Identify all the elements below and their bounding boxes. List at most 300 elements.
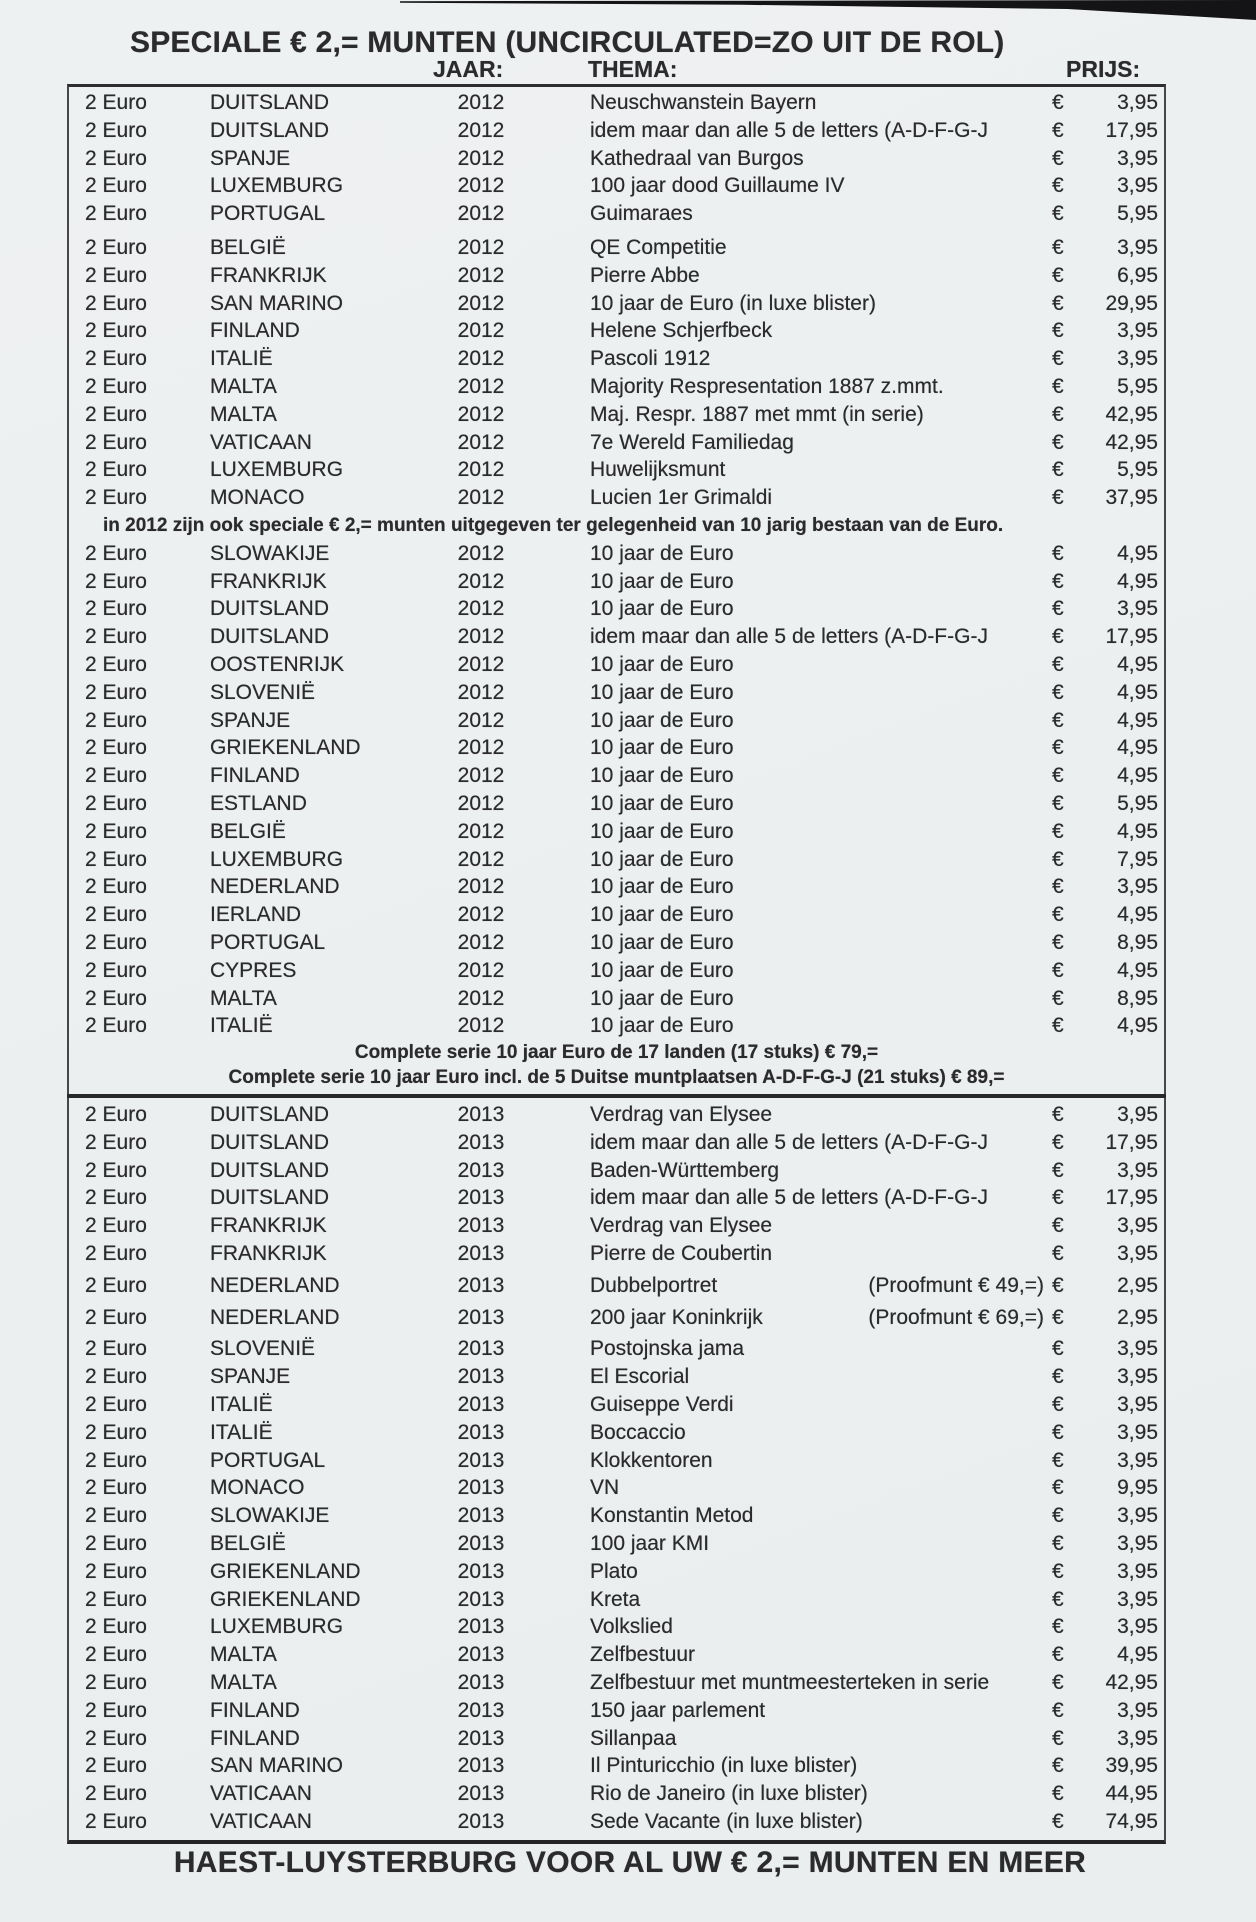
price-cell: 3,95 bbox=[1117, 174, 1158, 198]
denomination-cell: 2 Euro bbox=[85, 875, 147, 899]
currency-symbol: € bbox=[1052, 847, 1064, 871]
theme-cell bbox=[590, 1808, 1044, 1836]
country-cell: FINLAND bbox=[210, 764, 300, 788]
price-cell: 2,95 bbox=[1117, 1305, 1158, 1329]
currency-symbol: € bbox=[1052, 118, 1064, 142]
denomination-cell: 2 Euro bbox=[85, 597, 147, 621]
year-cell: 2012 bbox=[457, 118, 505, 142]
table-row bbox=[69, 568, 1164, 596]
theme-cell bbox=[590, 734, 1044, 762]
country-cell: VATICAAN bbox=[210, 1782, 312, 1806]
denomination-cell: 2 Euro bbox=[85, 91, 147, 114]
table-row bbox=[69, 1129, 1164, 1157]
year-cell: 2012 bbox=[457, 1014, 505, 1038]
table-row bbox=[69, 734, 1164, 762]
theme-text: Postojnska jama bbox=[590, 1337, 745, 1361]
country-cell: DUITSLAND bbox=[210, 118, 330, 142]
year-cell: 2012 bbox=[457, 291, 505, 315]
currency-symbol: € bbox=[1052, 652, 1064, 676]
table-row bbox=[69, 873, 1164, 901]
currency-symbol: € bbox=[1052, 1014, 1064, 1038]
price-cell: 4,95 bbox=[1117, 764, 1158, 788]
theme-cell bbox=[590, 373, 1044, 401]
year-cell: 2012 bbox=[457, 202, 505, 226]
table-row bbox=[69, 762, 1164, 790]
country-cell: MALTA bbox=[210, 402, 277, 426]
year-cell: 2012 bbox=[457, 263, 505, 287]
country-cell: ITALIË bbox=[210, 1393, 273, 1417]
theme-cell bbox=[590, 1669, 1044, 1697]
country-cell: ESTLAND bbox=[210, 791, 307, 815]
table-row bbox=[69, 262, 1164, 290]
price-cell: 42,95 bbox=[1105, 1671, 1158, 1695]
theme-cell bbox=[590, 456, 1044, 484]
price-cell: 3,95 bbox=[1117, 1726, 1158, 1750]
year-cell: 2013 bbox=[457, 1587, 505, 1611]
year-cell: 2012 bbox=[457, 347, 505, 371]
currency-symbol: € bbox=[1052, 1158, 1064, 1182]
denomination-cell: 2 Euro bbox=[85, 930, 147, 954]
country-cell: MALTA bbox=[210, 1643, 277, 1667]
table-row bbox=[69, 1530, 1164, 1558]
table-row bbox=[69, 1335, 1164, 1363]
table-row bbox=[69, 172, 1164, 200]
year-cell: 2013 bbox=[457, 1671, 505, 1695]
table-row bbox=[69, 1101, 1164, 1129]
theme-text: Dubbelportret bbox=[590, 1273, 718, 1297]
price-cell: 3,95 bbox=[1117, 235, 1158, 259]
theme-text: 200 jaar Koninkrijk bbox=[590, 1305, 763, 1329]
theme-text: Volkslied bbox=[590, 1615, 673, 1639]
table-row bbox=[69, 117, 1164, 145]
column-header-thema: THEMA: bbox=[588, 56, 678, 82]
currency-symbol: € bbox=[1052, 1810, 1064, 1834]
currency-symbol: € bbox=[1052, 174, 1064, 198]
price-cell: 3,95 bbox=[1117, 1698, 1158, 1722]
scan-artifact bbox=[400, 0, 1256, 20]
currency-symbol: € bbox=[1052, 1726, 1064, 1750]
country-cell: FINLAND bbox=[210, 1726, 300, 1750]
theme-cell bbox=[590, 568, 1044, 596]
year-cell: 2012 bbox=[457, 791, 505, 815]
denomination-cell: 2 Euro bbox=[85, 1532, 147, 1556]
year-cell: 2013 bbox=[457, 1273, 505, 1297]
theme-cell bbox=[590, 1101, 1044, 1129]
country-cell: PORTUGAL bbox=[210, 1448, 326, 1472]
table-row bbox=[69, 1697, 1164, 1725]
theme-text: 10 jaar de Euro bbox=[590, 680, 734, 704]
theme-cell bbox=[590, 623, 1044, 651]
price-cell: 4,95 bbox=[1117, 652, 1158, 676]
theme-text: 150 jaar parlement bbox=[590, 1698, 766, 1722]
country-cell: SAN MARINO bbox=[210, 1754, 344, 1778]
theme-text: 10 jaar de Euro bbox=[590, 930, 734, 954]
denomination-cell: 2 Euro bbox=[85, 1014, 147, 1038]
currency-symbol: € bbox=[1052, 1671, 1064, 1695]
theme-cell bbox=[590, 1335, 1044, 1363]
year-cell: 2012 bbox=[457, 458, 505, 482]
currency-symbol: € bbox=[1052, 708, 1064, 732]
price-cell: 4,95 bbox=[1117, 958, 1158, 982]
theme-text: Il Pinturicchio (in luxe blister) bbox=[590, 1754, 858, 1778]
price-cell: 6,95 bbox=[1117, 263, 1158, 287]
price-cell: 29,95 bbox=[1105, 291, 1158, 315]
denomination-cell: 2 Euro bbox=[85, 1559, 147, 1583]
year-cell: 2012 bbox=[457, 875, 505, 899]
price-cell: 3,95 bbox=[1117, 1242, 1158, 1266]
price-cell: 3,95 bbox=[1117, 1420, 1158, 1444]
price-cell: 3,95 bbox=[1117, 91, 1158, 114]
table-row bbox=[69, 317, 1164, 345]
theme-cell bbox=[590, 1530, 1044, 1558]
theme-text: 10 jaar de Euro bbox=[590, 569, 734, 593]
country-cell: GRIEKENLAND bbox=[210, 736, 361, 760]
currency-symbol: € bbox=[1052, 597, 1064, 621]
currency-symbol: € bbox=[1052, 569, 1064, 593]
table-row bbox=[69, 1184, 1164, 1212]
price-cell: 3,95 bbox=[1117, 1504, 1158, 1528]
year-cell: 2013 bbox=[457, 1393, 505, 1417]
table-row bbox=[69, 200, 1164, 228]
country-cell: LUXEMBURG bbox=[210, 174, 344, 198]
country-cell: DUITSLAND bbox=[210, 1186, 330, 1210]
currency-symbol: € bbox=[1052, 486, 1064, 510]
denomination-cell: 2 Euro bbox=[85, 1810, 147, 1834]
table-row bbox=[69, 1157, 1164, 1185]
country-cell: PORTUGAL bbox=[210, 930, 326, 954]
currency-symbol: € bbox=[1052, 1420, 1064, 1444]
country-cell: DUITSLAND bbox=[210, 597, 330, 621]
country-cell: SAN MARINO bbox=[210, 291, 344, 315]
currency-symbol: € bbox=[1052, 1754, 1064, 1778]
currency-symbol: € bbox=[1052, 1476, 1064, 1500]
theme-text: Pierre Abbe bbox=[590, 263, 700, 287]
theme-text: 10 jaar de Euro (in luxe blister) bbox=[590, 291, 876, 315]
year-cell: 2012 bbox=[457, 174, 505, 198]
price-cell: 37,95 bbox=[1105, 486, 1158, 510]
country-cell: LUXEMBURG bbox=[210, 847, 344, 871]
currency-symbol: € bbox=[1052, 202, 1064, 226]
currency-symbol: € bbox=[1052, 764, 1064, 788]
currency-symbol: € bbox=[1052, 1186, 1064, 1210]
column-header-prijs: PRIJS: bbox=[1066, 56, 1141, 82]
theme-cell bbox=[590, 1447, 1044, 1475]
price-cell: 4,95 bbox=[1117, 569, 1158, 593]
currency-symbol: € bbox=[1052, 458, 1064, 482]
denomination-cell: 2 Euro bbox=[85, 1504, 147, 1528]
theme-text: Baden-Württemberg bbox=[590, 1158, 780, 1182]
price-cell: 4,95 bbox=[1117, 708, 1158, 732]
currency-symbol: € bbox=[1052, 91, 1064, 114]
country-cell: NEDERLAND bbox=[210, 1305, 340, 1329]
denomination-cell: 2 Euro bbox=[85, 569, 147, 593]
currency-symbol: € bbox=[1052, 1448, 1064, 1472]
denomination-cell: 2 Euro bbox=[85, 1643, 147, 1667]
table-row bbox=[69, 985, 1164, 1013]
year-cell: 2012 bbox=[457, 569, 505, 593]
denomination-cell: 2 Euro bbox=[85, 263, 147, 287]
theme-text: Sillanpaa bbox=[590, 1726, 677, 1750]
year-cell: 2013 bbox=[457, 1726, 505, 1750]
denomination-cell: 2 Euro bbox=[85, 202, 147, 226]
price-cell: 5,95 bbox=[1117, 202, 1158, 226]
table-row bbox=[69, 707, 1164, 735]
country-cell: FINLAND bbox=[210, 319, 300, 343]
table-row bbox=[69, 540, 1164, 568]
price-cell: 3,95 bbox=[1117, 347, 1158, 371]
theme-cell bbox=[590, 957, 1044, 985]
currency-symbol: € bbox=[1052, 430, 1064, 454]
theme-cell bbox=[590, 929, 1044, 957]
theme-text: 10 jaar de Euro bbox=[590, 958, 734, 982]
country-cell: SLOVENIË bbox=[210, 680, 316, 704]
theme-text: Kreta bbox=[590, 1587, 641, 1611]
table-row bbox=[69, 957, 1164, 985]
year-cell: 2013 bbox=[457, 1754, 505, 1778]
theme-text: Verdrag van Elysee bbox=[590, 1214, 773, 1238]
theme-cell bbox=[590, 1012, 1044, 1040]
theme-cell bbox=[590, 679, 1044, 707]
table-row bbox=[69, 595, 1164, 623]
price-cell: 4,95 bbox=[1117, 1643, 1158, 1667]
currency-symbol: € bbox=[1052, 1305, 1064, 1329]
theme-text: Klokkentoren bbox=[590, 1448, 713, 1472]
year-cell: 2013 bbox=[457, 1504, 505, 1528]
price-cell: 5,95 bbox=[1117, 791, 1158, 815]
denomination-cell: 2 Euro bbox=[85, 1103, 147, 1127]
currency-symbol: € bbox=[1052, 1532, 1064, 1556]
year-cell: 2013 bbox=[457, 1476, 505, 1500]
country-cell: DUITSLAND bbox=[210, 91, 330, 114]
denomination-cell: 2 Euro bbox=[85, 1754, 147, 1778]
year-cell: 2013 bbox=[457, 1130, 505, 1154]
theme-text: 10 jaar de Euro bbox=[590, 597, 734, 621]
theme-cell bbox=[590, 1641, 1044, 1669]
denomination-cell: 2 Euro bbox=[85, 1337, 147, 1361]
theme-text: Majority Respresentation 1887 z.mmt. bbox=[590, 374, 944, 398]
currency-symbol: € bbox=[1052, 1103, 1064, 1127]
country-cell: BELGIË bbox=[210, 1532, 286, 1556]
currency-symbol: € bbox=[1052, 1130, 1064, 1154]
price-cell: 3,95 bbox=[1117, 1532, 1158, 1556]
year-cell: 2013 bbox=[457, 1186, 505, 1210]
year-cell: 2012 bbox=[457, 764, 505, 788]
currency-symbol: € bbox=[1052, 291, 1064, 315]
theme-cell bbox=[590, 1157, 1044, 1185]
price-cell: 2,95 bbox=[1117, 1273, 1158, 1297]
theme-text: Pascoli 1912 bbox=[590, 347, 711, 371]
table-row bbox=[69, 651, 1164, 679]
country-cell: VATICAAN bbox=[210, 1810, 312, 1834]
denomination-cell: 2 Euro bbox=[85, 1130, 147, 1154]
price-cell: 8,95 bbox=[1117, 986, 1158, 1010]
table-row bbox=[69, 1780, 1164, 1808]
country-cell: MALTA bbox=[210, 1671, 277, 1695]
theme-cell bbox=[590, 172, 1044, 200]
year-cell: 2012 bbox=[457, 91, 505, 114]
year-cell: 2012 bbox=[457, 235, 505, 259]
country-cell: FINLAND bbox=[210, 1698, 300, 1722]
denomination-cell: 2 Euro bbox=[85, 1698, 147, 1722]
table-row bbox=[69, 345, 1164, 373]
denomination-cell: 2 Euro bbox=[85, 319, 147, 343]
theme-cell bbox=[590, 89, 1044, 117]
proof-note: (Proofmunt € 69,=) bbox=[868, 1305, 1044, 1329]
price-cell: 3,95 bbox=[1117, 1559, 1158, 1583]
country-cell: MONACO bbox=[210, 1476, 305, 1500]
price-cell: 5,95 bbox=[1117, 374, 1158, 398]
theme-cell bbox=[590, 401, 1044, 429]
theme-text: 100 jaar dood Guillaume IV bbox=[590, 174, 845, 198]
currency-symbol: € bbox=[1052, 1698, 1064, 1722]
year-cell: 2012 bbox=[457, 541, 505, 565]
theme-text: 10 jaar de Euro bbox=[590, 903, 734, 927]
year-cell: 2012 bbox=[457, 986, 505, 1010]
currency-symbol: € bbox=[1052, 680, 1064, 704]
table-body bbox=[69, 89, 1164, 1836]
year-cell: 2012 bbox=[457, 680, 505, 704]
theme-text: Kathedraal van Burgos bbox=[590, 146, 804, 170]
table-row bbox=[69, 790, 1164, 818]
denomination-cell: 2 Euro bbox=[85, 708, 147, 732]
theme-text: Lucien 1er Grimaldi bbox=[590, 486, 773, 510]
theme-text: idem maar dan alle 5 de letters (A-D-F-G-J bbox=[590, 118, 988, 142]
currency-symbol: € bbox=[1052, 1273, 1064, 1297]
price-cell: 3,95 bbox=[1117, 1587, 1158, 1611]
theme-cell bbox=[590, 234, 1044, 262]
year-cell: 2013 bbox=[457, 1448, 505, 1472]
price-cell: 4,95 bbox=[1117, 1014, 1158, 1038]
table-row bbox=[69, 234, 1164, 262]
price-cell: 9,95 bbox=[1117, 1476, 1158, 1500]
theme-cell bbox=[590, 818, 1044, 846]
theme-cell bbox=[590, 1240, 1044, 1268]
price-cell: 42,95 bbox=[1105, 430, 1158, 454]
year-cell: 2012 bbox=[457, 930, 505, 954]
currency-symbol: € bbox=[1052, 1504, 1064, 1528]
denomination-cell: 2 Euro bbox=[85, 1158, 147, 1182]
year-cell: 2013 bbox=[457, 1615, 505, 1639]
country-cell: NEDERLAND bbox=[210, 1273, 340, 1297]
theme-cell bbox=[590, 762, 1044, 790]
year-cell: 2013 bbox=[457, 1214, 505, 1238]
year-cell: 2013 bbox=[457, 1103, 505, 1127]
table-row bbox=[69, 1272, 1164, 1300]
year-cell: 2013 bbox=[457, 1532, 505, 1556]
theme-text: 10 jaar de Euro bbox=[590, 764, 734, 788]
theme-text: 10 jaar de Euro bbox=[590, 652, 734, 676]
country-cell: NEDERLAND bbox=[210, 875, 340, 899]
country-cell: OOSTENRIJK bbox=[210, 652, 345, 676]
year-cell: 2013 bbox=[457, 1698, 505, 1722]
denomination-cell: 2 Euro bbox=[85, 486, 147, 510]
price-cell: 8,95 bbox=[1117, 930, 1158, 954]
country-cell: BELGIË bbox=[210, 235, 286, 259]
country-cell: SLOWAKIJE bbox=[210, 541, 330, 565]
theme-cell bbox=[590, 1391, 1044, 1419]
year-cell: 2012 bbox=[457, 819, 505, 843]
theme-text: idem maar dan alle 5 de letters (A-D-F-G-J bbox=[590, 1186, 988, 1210]
country-cell: LUXEMBURG bbox=[210, 1615, 344, 1639]
theme-text: idem maar dan alle 5 de letters (A-D-F-G-J bbox=[590, 625, 988, 649]
price-cell: 4,95 bbox=[1117, 819, 1158, 843]
denomination-cell: 2 Euro bbox=[85, 1782, 147, 1806]
denomination-cell: 2 Euro bbox=[85, 680, 147, 704]
table-row bbox=[69, 1447, 1164, 1475]
price-cell: 5,95 bbox=[1117, 458, 1158, 482]
theme-cell bbox=[590, 200, 1044, 228]
price-cell: 4,95 bbox=[1117, 736, 1158, 760]
theme-cell bbox=[590, 1419, 1044, 1447]
theme-cell bbox=[590, 1613, 1044, 1641]
currency-symbol: € bbox=[1052, 1214, 1064, 1238]
theme-text: 100 jaar KMI bbox=[590, 1532, 710, 1556]
country-cell: PORTUGAL bbox=[210, 202, 326, 226]
country-cell: DUITSLAND bbox=[210, 625, 330, 649]
table-row bbox=[69, 89, 1164, 117]
denomination-cell: 2 Euro bbox=[85, 1448, 147, 1472]
price-cell: 17,95 bbox=[1105, 625, 1158, 649]
country-cell: ITALIË bbox=[210, 347, 273, 371]
theme-text: Helene Schjerfbeck bbox=[590, 319, 773, 343]
denomination-cell: 2 Euro bbox=[85, 764, 147, 788]
theme-cell bbox=[590, 873, 1044, 901]
table-row bbox=[69, 1725, 1164, 1753]
theme-cell bbox=[590, 1474, 1044, 1502]
price-cell: 4,95 bbox=[1117, 680, 1158, 704]
denomination-cell: 2 Euro bbox=[85, 374, 147, 398]
currency-symbol: € bbox=[1052, 1643, 1064, 1667]
country-cell: BELGIË bbox=[210, 819, 286, 843]
country-cell: SPANJE bbox=[210, 708, 291, 732]
denomination-cell: 2 Euro bbox=[85, 1420, 147, 1444]
year-cell: 2012 bbox=[457, 597, 505, 621]
year-cell: 2013 bbox=[457, 1305, 505, 1329]
table-row bbox=[69, 1641, 1164, 1669]
year-cell: 2012 bbox=[457, 903, 505, 927]
currency-symbol: € bbox=[1052, 235, 1064, 259]
theme-cell bbox=[590, 846, 1044, 874]
price-cell: 42,95 bbox=[1105, 402, 1158, 426]
table-row bbox=[69, 145, 1164, 173]
country-cell: FRANKRIJK bbox=[210, 569, 327, 593]
country-cell: MALTA bbox=[210, 986, 277, 1010]
table-row bbox=[69, 1613, 1164, 1641]
denomination-cell: 2 Euro bbox=[85, 235, 147, 259]
country-cell: SLOWAKIJE bbox=[210, 1504, 330, 1528]
theme-text: QE Competitie bbox=[590, 235, 727, 259]
country-cell: LUXEMBURG bbox=[210, 458, 344, 482]
theme-text: 10 jaar de Euro bbox=[590, 791, 734, 815]
page-footer: HAEST-LUYSTERBURG VOOR AL UW € 2,= MUNTEN EN MEER bbox=[173, 1846, 1087, 1879]
theme-cell bbox=[590, 290, 1044, 318]
country-cell: SPANJE bbox=[210, 146, 291, 170]
currency-symbol: € bbox=[1052, 374, 1064, 398]
theme-cell bbox=[590, 1586, 1044, 1614]
currency-symbol: € bbox=[1052, 625, 1064, 649]
table-row bbox=[69, 1363, 1164, 1391]
table-row bbox=[69, 1502, 1164, 1530]
theme-cell bbox=[590, 262, 1044, 290]
page-title: SPECIALE € 2,= MUNTEN (UNCIRCULATED=ZO UIT DE ROL) bbox=[130, 26, 1005, 59]
year-cell: 2012 bbox=[457, 430, 505, 454]
price-cell: 17,95 bbox=[1105, 118, 1158, 142]
theme-cell bbox=[590, 1212, 1044, 1240]
country-cell: VATICAAN bbox=[210, 430, 312, 454]
proof-note: (Proofmunt € 49,=) bbox=[868, 1273, 1044, 1297]
theme-text: Sede Vacante (in luxe blister) bbox=[590, 1810, 863, 1834]
currency-symbol: € bbox=[1052, 1587, 1064, 1611]
